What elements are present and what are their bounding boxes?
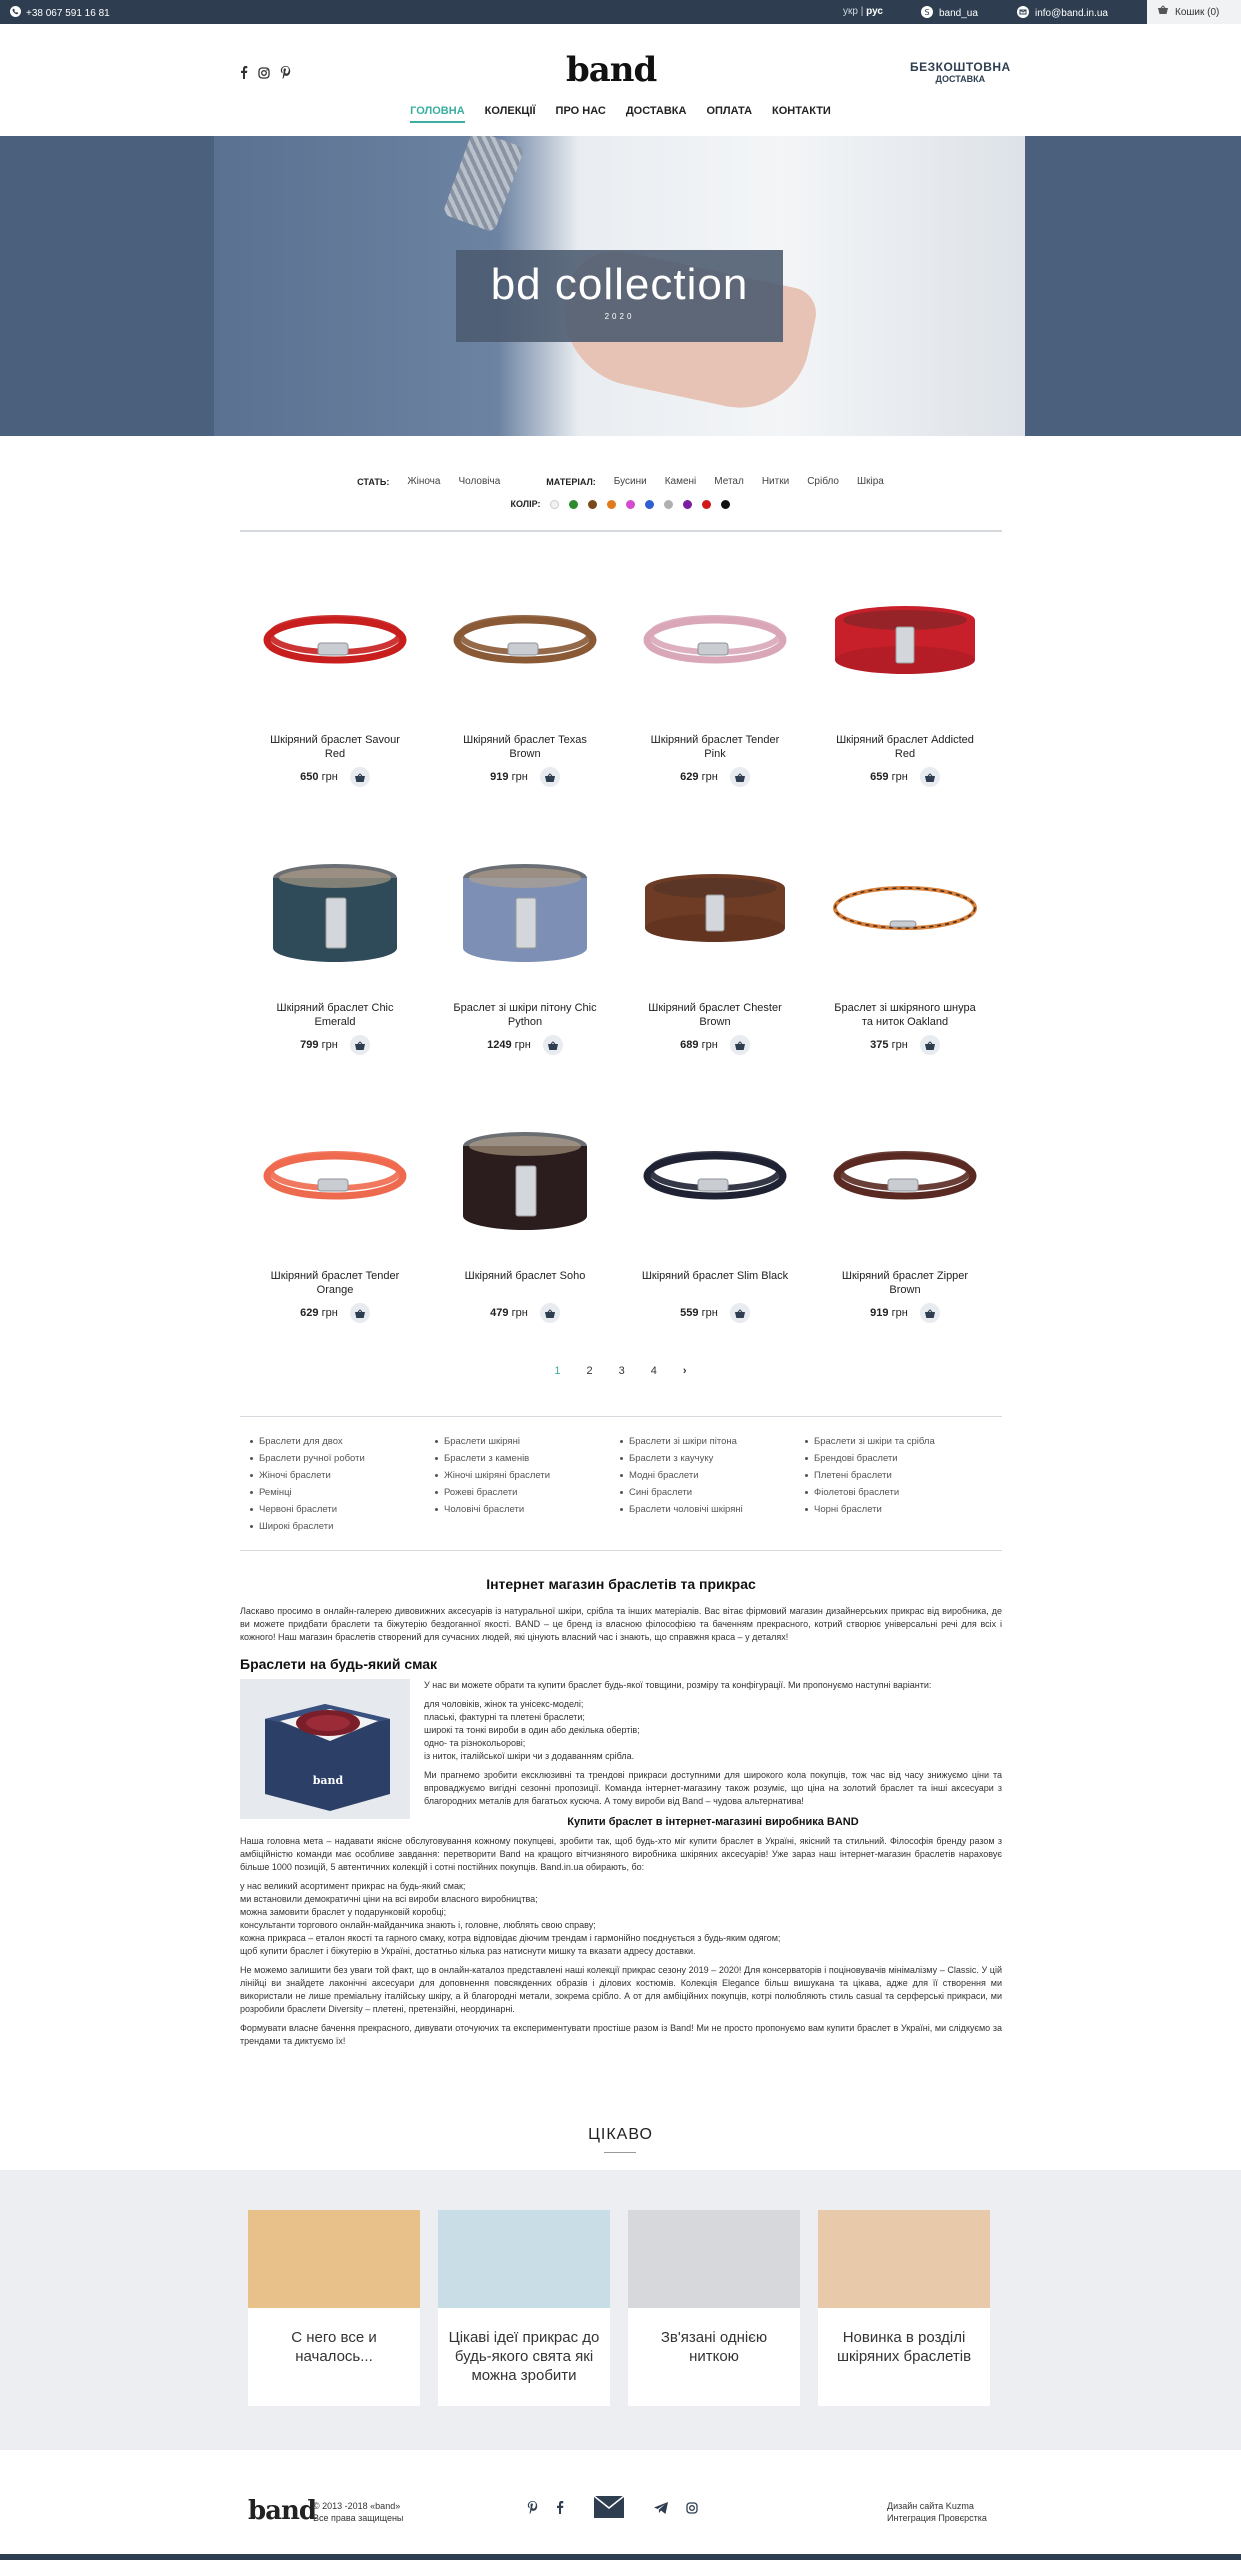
category-link[interactable]: Жіночі шкіряні браслети [435,1470,620,1481]
product-price-value: 479 [490,1307,509,1319]
product-price-value: 919 [490,771,509,783]
footer-mail-icon[interactable] [594,2496,624,2523]
product-price-currency: грн [321,771,338,783]
category-link[interactable]: Браслети зі шкіри та срібла [805,1436,990,1447]
product-price-currency: грн [891,1039,908,1051]
product-price-currency: грн [511,1307,528,1319]
next-page-button[interactable]: › [682,1365,687,1377]
mail-icon [1017,6,1029,21]
product-price [300,1307,338,1319]
footer-social [527,2496,698,2523]
add-to-cart-button[interactable] [350,767,370,787]
pagination [0,1365,1241,1377]
product-price-value: 629 [680,771,699,783]
filter-color-swatch[interactable] [721,500,730,509]
basket-icon [548,1041,558,1050]
blog-card-title[interactable]: Новинка в розділі шкіряних браслетів [836,2329,972,2365]
add-to-cart-button[interactable] [920,1303,940,1323]
product-price [490,1307,528,1319]
category-link[interactable]: Браслети чоловічі шкіряні [620,1504,805,1515]
categories-bottom-divider [240,1550,1002,1551]
category-link[interactable]: Браслети шкіряні [435,1436,620,1447]
nav-collections[interactable]: КОЛЕКЦІЇ [484,105,536,117]
footer-telegram-icon[interactable] [654,2501,668,2519]
delivery-line1: БЕЗКОШТОВНА [910,60,1011,74]
category-link[interactable]: Чоловічі браслети [435,1504,620,1515]
seo-list-item: для чоловіків, жінок та унісекс-моделі; [424,1699,584,1709]
filter-color-swatch[interactable] [550,500,559,509]
product-name[interactable]: Шкіряний браслет Texas Brown [463,734,587,760]
product-price-currency: грн [891,1307,908,1319]
product-price-currency: грн [701,1307,718,1319]
interesting-section [0,2170,1241,2450]
add-to-cart-button[interactable] [350,1303,370,1323]
blog-card[interactable] [248,2210,420,2406]
product-price-currency: грн [891,771,908,783]
product-price-currency: грн [321,1307,338,1319]
product-card[interactable] [620,823,810,1091]
basket-icon [735,773,745,782]
footer-copy-line1: © 2013 -2018 «band» [313,2501,401,2511]
cart-icon [1157,5,1169,19]
seo-p5: Формувати власне бачення прекрасного, дивувати оточуючих та експериментувати простіше разом із Band! Ми не просто пропонуємо вам купити браслет в Україні, ми слідкуємо за трендами та диктуємо їх! [240,2023,1002,2046]
filter-material-leather[interactable]: Шкіра [856,476,884,487]
product-price [487,1039,531,1051]
footer-credits [887,2500,987,2524]
lang-separator: | [860,6,864,17]
product-card[interactable] [810,555,1000,823]
category-link[interactable]: Червоні браслети [250,1504,435,1515]
seo-intro: Ласкаво просимо в онлайн-галерею дивовижних аксесуарів із натуральної шкіри, срібла та інших матеріалів. Вас вітає фірмовий магазин дизайнерських прикрас від виробника, де ви можете придбати браслети та біжутерію бездоганної якості. BAND – це бренд із власною філософією та баченням прекрасного, котрий створює універсальні речі для всіх і кожного! Наш магазин браслетів створений для сучасних людей, які цінують власний час і знають, що справжня краса – у деталях! [240,1606,1002,1642]
filter-color-swatch[interactable] [645,500,654,509]
product-image[interactable] [240,1091,430,1261]
product-image[interactable] [430,823,620,993]
pinterest-icon[interactable] [280,66,291,84]
add-to-cart-button[interactable] [540,1303,560,1323]
filter-material-silver[interactable]: Срібло [807,476,839,487]
product-price-value: 689 [680,1039,699,1051]
phone-number: +38 067 591 16 81 [26,7,110,19]
skype-name: band_ua [939,8,978,19]
product-price [870,771,908,783]
page-4[interactable]: 4 [650,1365,657,1377]
seo-list2 [240,1880,1002,1958]
basket-icon [735,1309,745,1318]
seo-list-item: широкі та тонкі вироби в один або декілька обертів; [424,1725,640,1735]
footer-logo[interactable]: band [248,2496,317,2526]
seo-list-item: плаські, фактурні та плетені браслети; [424,1712,585,1722]
category-link[interactable]: Ремінці [250,1487,435,1498]
basket-icon [355,1041,365,1050]
category-links [250,1436,1002,1532]
seo-list-item: кожна прикраса – еталон якості та гарного смаку, котра відповідає діючим трендам і гармонійно поєднується з будь-яким одягом; [240,1933,781,1943]
footer-credit-integration[interactable]: Интеграция Провєрстка [887,2513,987,2523]
seo-list-item: із ниток, італійської шкіри чи з додаванням срібла. [424,1751,635,1761]
page-2[interactable]: 2 [586,1365,593,1377]
add-to-cart-button[interactable] [350,1035,370,1055]
product-price-value: 799 [300,1039,319,1051]
free-delivery-badge[interactable] [910,60,1011,84]
product-card[interactable] [430,1091,620,1359]
footer-copyright [313,2500,403,2524]
hero-panel-right [1025,136,1241,436]
blog-card[interactable] [818,2210,990,2406]
product-price-currency: грн [701,1039,718,1051]
product-price-value: 650 [300,771,319,783]
category-link[interactable]: Браслети зі шкіри пітона [620,1436,805,1447]
product-image[interactable] [240,555,430,725]
blog-card-image[interactable] [818,2210,990,2308]
filter-color-swatch[interactable] [569,500,578,509]
basket-icon [925,1309,935,1318]
product-image[interactable] [620,555,810,725]
category-link[interactable]: Брендові браслети [805,1453,990,1464]
product-price [870,1307,908,1319]
product-name[interactable]: Шкіряний браслет Tender Orange [270,1270,400,1296]
filter-material-beads[interactable]: Бусини [613,476,647,487]
category-link[interactable]: Плетені браслети [805,1470,990,1481]
product-card[interactable] [620,1091,810,1359]
filter-material-stones[interactable]: Камені [664,476,697,487]
seo-list-item: можна замовити браслет у подарунковій коробці; [240,1907,447,1917]
seo-p3: Наша головна мета – надавати якісне обслуговування кожному покупцеві, зробити так, щоб будь-хто міг купити браслет в Україні, якісний та стильний. Філософія бренду разом з амбіційністю команди має особливе завдання: перетворити Band на кращого вітчизняного виробника шкіряних аксесуарів! Уже зараз наш інтернет-магазин браслетів нараховує більше 1000 позицій, 5 автентичних колекцій і сотні постійних покупців. Band.in.ua обирають, бо: [240,1836,1002,1872]
add-to-cart-button[interactable] [920,1035,940,1055]
category-link[interactable]: Браслети ручної роботи [250,1453,435,1464]
top-bar [0,0,1241,24]
basket-icon [925,1041,935,1050]
product-card[interactable] [430,555,620,823]
lang-ukr[interactable]: укр [843,6,858,17]
seo-title: Інтернет магазин браслетів та прикрас [486,1576,756,1592]
hero-title: bd collection [490,260,749,309]
product-name[interactable]: Шкіряний браслет Savour Red [270,734,400,760]
hero-title-box [456,250,783,342]
lang-rus[interactable]: рус [866,6,883,17]
email-address: info@band.in.ua [1035,8,1108,19]
nav-about[interactable]: ПРО НАС [555,105,606,117]
product-name[interactable]: Шкіряний браслет Tender Pink [650,734,780,760]
product-price-value: 919 [870,1307,889,1319]
product-filters [0,476,1241,509]
product-price [490,771,528,783]
product-card[interactable] [240,555,430,823]
filter-gender-female[interactable]: Жіноча [407,476,441,487]
svg-text:S: S [924,8,930,17]
category-link[interactable]: Широкі браслети [250,1521,435,1532]
product-name[interactable]: Шкіряний браслет Slim Black [641,1270,789,1282]
category-link[interactable]: Модні браслети [620,1470,805,1481]
category-link[interactable]: Сині браслети [620,1487,805,1498]
main-nav [0,105,1241,123]
product-image[interactable] [810,555,1000,725]
basket-icon [545,1309,555,1318]
add-to-cart-button[interactable] [730,767,750,787]
skype-contact[interactable] [921,6,978,21]
filter-color-swatch[interactable] [588,500,597,509]
delivery-line2: ДОСТАВКА [935,74,986,84]
blog-card-image[interactable] [438,2210,610,2308]
category-link[interactable]: Чорні браслети [805,1504,990,1515]
category-link[interactable]: Браслети з каменів [435,1453,620,1464]
facebook-icon[interactable] [240,66,248,84]
filter-color-swatch[interactable] [702,500,711,509]
nav-payment[interactable]: ОПЛАТА [706,105,753,117]
filter-material-label: МАТЕРІАЛ: [546,476,596,487]
product-image[interactable] [430,555,620,725]
product-price [680,1307,718,1319]
phone-contact[interactable] [10,6,110,20]
page-1[interactable]: 1 [554,1365,561,1377]
product-image[interactable] [240,823,430,993]
gift-box-image [240,1679,410,1819]
filter-color-swatch[interactable] [664,500,673,509]
product-price [680,771,718,783]
language-switcher[interactable] [843,6,883,17]
product-image[interactable] [810,1091,1000,1261]
interesting-title: ЦІКАВО [588,2126,653,2143]
basket-icon [735,1041,745,1050]
phone-icon [10,6,21,20]
product-price-value: 559 [680,1307,699,1319]
footer-copy-line2: Все права защищены [313,2513,404,2523]
product-name[interactable]: Шкіряний браслет Addicted Red [836,734,974,760]
seo-list-item: консультанти торгового онлайн-майданчика знають і, головне, люблять свою справу; [240,1920,596,1930]
filter-gender-male[interactable]: Чоловіча [458,476,501,487]
seo-list1 [424,1698,1002,1763]
blog-card-image[interactable] [248,2210,420,2308]
cart-label: Кошик (0) [1175,6,1220,18]
product-card[interactable] [810,1091,1000,1359]
blog-card-title[interactable]: Цікаві ідеї прикрас до будь-якого свята які можна зробити [448,2329,600,2384]
basket-icon [925,773,935,782]
nav-delivery[interactable]: ДОСТАВКА [625,105,687,117]
gift-box-logo: band [312,1774,344,1787]
footer-credit-design[interactable]: Дизайн сайта Kuzma [887,2501,974,2511]
product-card[interactable] [240,823,430,1091]
seo-list-item: ми встановили демократичні ціни на всі вироби власного виробництва; [240,1894,538,1904]
hero-year: 2020 [604,312,635,321]
nav-contacts[interactable]: КОНТАКТИ [772,105,831,117]
seo-list-item: одно- та різнокольорові; [424,1738,526,1748]
blog-card[interactable] [438,2210,610,2406]
product-image[interactable] [620,1091,810,1261]
product-card[interactable] [430,823,620,1091]
product-price [300,1039,338,1051]
add-to-cart-button[interactable] [540,767,560,787]
product-price-value: 629 [300,1307,319,1319]
blog-card-title[interactable]: Зв'язані однією ниткою [660,2329,768,2365]
category-link[interactable]: Рожеві браслети [435,1487,620,1498]
page-3[interactable]: 3 [618,1365,625,1377]
product-price [870,1039,908,1051]
seo-p2: Ми прагнемо зробити ексклюзивні та трендові прикраси доступними для широкого кола покупців, тож час від часу знижуємо ціни та впроваджуємо вигідні сезонні пропозиції. Команда інтернет-магазину також розуміє, що ціна на золотий браслет та інші аксесуари з благородних металів для багатьох кусюча. А тому вироби від Band – чудова альтернатива! [424,1770,1002,1806]
category-link[interactable]: Фіолетові браслети [805,1487,990,1498]
add-to-cart-button[interactable] [543,1035,563,1055]
basket-icon [545,773,555,782]
product-image[interactable] [430,1091,620,1261]
category-link[interactable]: Браслети з каучуку [620,1453,805,1464]
blog-card-image[interactable] [628,2210,800,2308]
categories-top-divider [240,1416,1002,1417]
product-price [300,771,338,783]
category-link[interactable]: Браслети для двох [250,1436,435,1447]
hero-panel-left [0,136,214,436]
product-card[interactable] [620,555,810,823]
product-name[interactable]: Шкіряний браслет Chic Emerald [276,1002,394,1028]
basket-icon [355,773,365,782]
seo-text [240,1578,1002,2054]
product-price-currency: грн [514,1039,531,1051]
site-logo[interactable]: band [566,50,657,90]
product-price-value: 375 [870,1039,889,1051]
seo-h3: Купити браслет в інтернет-магазині виробника BAND [567,1816,859,1828]
product-name[interactable]: Браслет зі шкіри пітону Chic Python [453,1002,597,1028]
seo-subtitle: Браслети на будь-який смак [240,1656,438,1672]
product-name[interactable]: Шкіряний браслет Soho [464,1270,586,1282]
filter-material-threads[interactable]: Нитки [761,476,790,487]
interesting-underline [604,2152,636,2153]
product-price-value: 1249 [487,1039,512,1051]
product-card[interactable] [810,823,1000,1091]
seo-list-item: у нас великий асортимент прикрас на будь-який смак; [240,1881,466,1891]
footer-facebook-icon[interactable] [556,2501,564,2519]
product-name[interactable]: Шкіряний браслет Zipper Brown [841,1270,969,1296]
filter-color-swatch[interactable] [607,500,616,509]
filter-material-metal[interactable]: Метал [714,476,744,487]
add-to-cart-button[interactable] [730,1035,750,1055]
filter-color-swatch[interactable] [626,500,635,509]
product-name[interactable]: Браслет зі шкіряного шнура та ниток Oakland [834,1002,976,1028]
footer-instagram-icon[interactable] [686,2501,698,2519]
product-image[interactable] [810,823,1000,993]
filters-divider [240,530,1002,532]
add-to-cart-button[interactable] [920,767,940,787]
category-link[interactable]: Жіночі браслети [250,1470,435,1481]
instagram-icon[interactable] [258,66,270,84]
seo-p4: Не можемо залишити без уваги той факт, що в онлайн-каталоз представлені наші колекції прикрас сезону 2019 – 2020! Для консерваторів і поціновувачів мінімалізму – Classic. У цій лінійці ви знайдете лаконічні аксесуари для доповнення повсякденних образів і ділових костюмів. Колекція Elegance більш вишукана та цікава, адже для її створення ми використали не лише преміальну італійську шкіру, а й благородні метали, зокрема срібло. А от для амбіційних покупців, котрі полюбляють стиль casual та серферські прикраси, ми розробили браслети Diversity – плетені, претензійні, неординарні. [240,1965,1002,2014]
product-image[interactable] [620,823,810,993]
blog-card-title[interactable]: С него все и началось... [291,2329,377,2365]
filter-gender-label: СТАТЬ: [357,476,390,487]
footer-pinterest-icon[interactable] [527,2501,538,2519]
add-to-cart-button[interactable] [730,1303,750,1323]
basket-icon [355,1309,365,1318]
product-price [680,1039,718,1051]
product-grid [240,555,1002,1359]
filter-color-swatch[interactable] [683,500,692,509]
nav-home[interactable]: ГОЛОВНА [410,105,464,123]
hero-banner[interactable] [0,136,1241,436]
product-price-currency: грн [321,1039,338,1051]
seo-list-item: щоб купити браслет і біжутерію в Україні, достатньо кілька раз натиснути мишку та вказати адресу доставки. [240,1946,696,1956]
filter-color-label: КОЛІР: [510,499,541,509]
product-card[interactable] [240,1091,430,1359]
blog-card[interactable] [628,2210,800,2406]
social-links [240,66,291,84]
seo-p1: У нас ви можете обрати та купити браслет будь-якої товщини, розміру та конфігурації. Ми пропонуємо наступні варіанти: [424,1680,932,1690]
bottom-bar [0,2554,1241,2560]
cart-button[interactable] [1147,0,1241,24]
product-name[interactable]: Шкіряний браслет Chester Brown [648,1002,782,1028]
skype-icon [921,6,933,21]
product-price-currency: грн [511,771,528,783]
product-price-value: 659 [870,771,889,783]
product-price-currency: грн [701,771,718,783]
email-contact[interactable] [1017,6,1108,21]
